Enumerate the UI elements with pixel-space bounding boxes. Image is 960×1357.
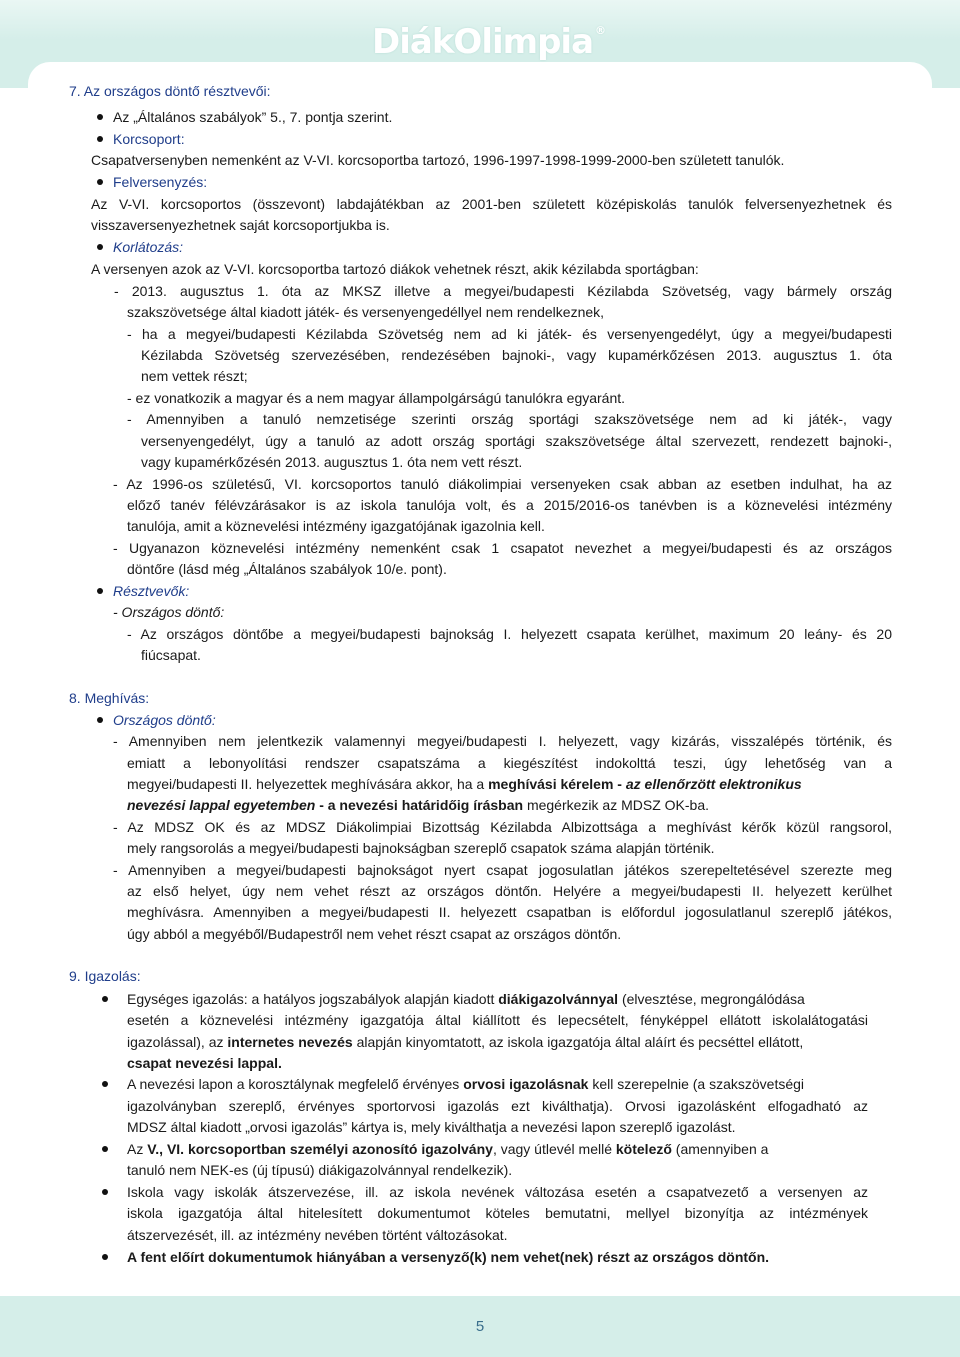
certification-item: MDSZ által kiadott „orvosi igazolás” kártya is, mely kiválthatja a nevezési lapon szereplő igazolást. — [127, 1119, 736, 1135]
up-compete-text: visszaversenyezhetnek saját korcsoportjukba is. — [91, 217, 390, 233]
born-1996-rule: előző tanév félévzárásakor is az iskola tanulója volt, és a 2015/2016-os tanévben is a köznevelési intézmény — [127, 497, 892, 513]
born-1996-rule: tanulója, amit a köznevelési intézmény igazgatójának igazolnia kell. — [127, 518, 545, 534]
restriction-item: Kézilabda Szövetség szervezésében, rendezésében bajnoki-, vagy kupamérkőzésen 2013. augusztus 1. óta — [141, 347, 892, 363]
section-7-title: 7. Az országos döntő résztvevői: — [69, 83, 271, 99]
certification-item: A fent előírt dokumentumok hiányában a versenyző(k) nem vehet(nek) részt az országos döntőn. — [127, 1249, 770, 1265]
certification-item: esetén a köznevelési intézmény igazgatója által kiállított és lepecsételt, fényképpel ellátott iskolalátogatási — [127, 1012, 868, 1028]
rule-reference: Az „Általános szabályok” 5., 7. pontja szerint. — [113, 109, 393, 125]
certification-item: Az V., VI. korcsoportban személyi azonosító igazolvány, vagy útlevél mellé kötelező (amennyiben a — [127, 1141, 769, 1157]
page-number: 5 — [475, 1318, 485, 1335]
bullet-icon — [102, 1189, 108, 1195]
age-group-label: Korcsoport: — [113, 131, 185, 147]
one-team-rule: döntőre (lásd még „Általános szabályok 10/e. pont). — [127, 561, 447, 577]
certification-item: A nevezési lapon a korosztálynak megfelelő érvényes orvosi igazolásnak kell szerepelnie (a szakszövetségi — [127, 1076, 805, 1092]
bullet-icon — [102, 1081, 108, 1087]
bullet-icon — [97, 244, 103, 250]
invitation-paragraph: meghívásra. Amennyiben a megyei/budapesti II. helyezett csapatban is előfordul jogosulatlanul szereplő játékos, — [127, 904, 892, 920]
bullet-icon — [97, 114, 103, 120]
invitation-paragraph: mely rangsorolás a megyei/budapesti bajnokságban szereplő csapatok száma alapján történik. — [127, 840, 715, 856]
restriction-item: vagy kupamérkőzésén 2013. augusztus 1. óta nem vett részt. — [141, 454, 523, 470]
certification-item: iskola igazgatója által hitelesített dokumentumot köteles bemutatni, mellyel bizonyítja az intézmények — [127, 1205, 868, 1221]
invitation-paragraph: - Az MDSZ OK és az MDSZ Diákolimpiai Bizottság Kézilabda Albizottsága a meghívást kérők közül rangsorol, — [113, 819, 892, 835]
invitation-paragraph: az első helyet, úgy nem vehet részt az országos döntőn. Helyére a megyei/budapesti II. helyezett kerülhet — [127, 883, 892, 899]
national-final-label: - Országos döntő: — [113, 604, 225, 620]
certification-item: csapat nevezési lappal. — [127, 1055, 282, 1071]
restriction-item: versenyengedélyt, úgy a tanuló az adott ország sportági szakszövetsége által szervezett, rendezett bajnoki-, — [141, 433, 892, 449]
certification-item: átszervezését, ill. az intézmény nevében történt változásokat. — [127, 1227, 508, 1243]
bullet-icon — [102, 996, 108, 1002]
invitation-paragraph: úgy abból a megyéből/Budapestről nem vehet részt csapat az országos döntőn. — [127, 926, 622, 942]
certification-item: tanuló nem NEK-es (új típusú) diákigazolvánnyal rendelkezik). — [127, 1162, 513, 1178]
one-team-rule: - Ugyanazon köznevelési intézmény nemenként csak 1 csapatot nevezhet a megyei/budapesti és az országos — [113, 540, 892, 556]
restriction-item: - Amennyiben a tanuló nemzetisége szerinti ország sportági szakszövetsége nem ad ki játék-, vagy — [127, 411, 892, 427]
invitation-paragraph: megyei/budapesti II. helyezettek meghívására akkor, ha a meghívási kérelem - az ellenőrzött elektronikus — [127, 776, 802, 792]
invitation-national-label: Országos döntő: — [113, 712, 216, 728]
national-final-text: - Az országos döntőbe a megyei/budapesti bajnokság I. helyezett csapata kerülhet, maximum 20 leány- és 20 — [127, 626, 892, 642]
bullet-icon — [97, 179, 103, 185]
restriction-item: - ha a megyei/budapesti Kézilabda Szövetség nem ad ki játék- és versenyengedélyt, úgy a megyei/budapesti — [127, 326, 892, 342]
restriction-item: szakszövetsége által kiadott játék- és versenyengedéllyel nem rendelkeznek, — [127, 304, 605, 320]
bullet-icon — [97, 588, 103, 594]
up-compete-label: Felversenyzés: — [113, 174, 208, 190]
participants-label: Résztvevők: — [113, 583, 190, 599]
certification-item: Iskola vagy iskolák átszervezése, ill. az iskola nevének változása esetén a csapatvezető a versenyen az — [127, 1184, 868, 1200]
born-1996-rule: - Az 1996-os születésű, VI. korcsoportos tanuló diákolimpiai versenyeken csak abban az esetben indulhat, ha az — [113, 476, 892, 492]
up-compete-text: Az V-VI. korcsoportos (összevont) labdajátékban az 2001-ben született középiskolás tanulók felversenyezhetnek és — [91, 196, 892, 212]
age-group-text: Csapatversenyben nemenként az V-VI. korcsoportba tartozó, 1996-1997-1998-1999-2000-ben született tanulók. — [91, 152, 785, 168]
certification-item: Egységes igazolás: a hatályos jogszabályok alapján kiadott diákigazolvánnyal (elvesztése, megrongálódása — [127, 991, 805, 1007]
restriction-item: nem vettek részt; — [141, 368, 248, 384]
bullet-icon — [97, 136, 103, 142]
restriction-intro: A versenyen azok az V-VI. korcsoportba tartozó diákok vehetnek részt, akik kézilabda sportágban: — [91, 261, 699, 277]
bullet-icon — [102, 1254, 108, 1260]
bullet-icon — [97, 717, 103, 723]
certification-item: igazolványban szereplő, érvényes sportorvosi igazolás ezt kiválthatja). Orvosi igazolásként elfogadható az — [127, 1098, 868, 1114]
section-8-title: 8. Meghívás: — [69, 690, 150, 706]
invitation-paragraph: - Amennyiben nem jelentkezik valamennyi megyei/budapesti I. helyezett, vagy kizárás, visszalépés történik, és — [113, 733, 892, 749]
invitation-paragraph: - Amennyiben a megyei/budapesti bajnokságot nyert csapat jogosulatlan játékos szerepeltetésével szerezte meg — [113, 862, 892, 878]
invitation-paragraph: nevezési lappal egyetemben - a nevezési határidőig írásban megérkezik az MDSZ OK-ba. — [127, 797, 709, 813]
certification-item: igazolással), az internetes nevezés alapján kinyomtatott, az iskola igazgatója által aláírt és pecséttel ellátott, — [127, 1034, 804, 1050]
restriction-label: Korlátozás: — [113, 239, 184, 255]
invitation-paragraph: emiatt a lebonyolítási rendszer csapatszáma a kiegészítést indokolttá teszi, úgy lehetőség van a — [127, 755, 892, 771]
section-9-title: 9. Igazolás: — [69, 968, 141, 984]
restriction-item: - ez vonatkozik a magyar és a nem magyar állampolgárságú tanulókra egyaránt. — [127, 390, 626, 406]
diakolimpia-logo: DiákOlimpia ® — [372, 22, 606, 62]
national-final-text: fiúcsapat. — [141, 647, 201, 663]
bullet-icon — [102, 1146, 108, 1152]
restriction-item: - 2013. augusztus 1. óta az MKSZ illetve a megyei/budapesti Kézilabda Szövetség, vagy bármely ország — [114, 283, 892, 299]
